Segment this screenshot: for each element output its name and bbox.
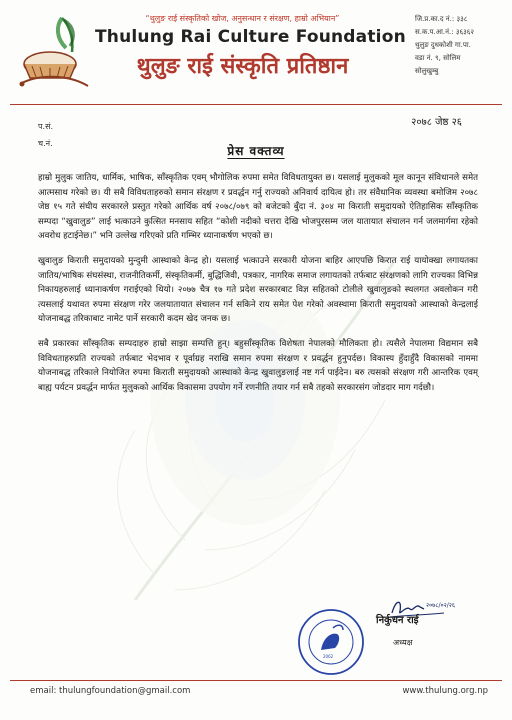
document-title: प्रेस वक्तव्य <box>227 144 285 158</box>
signature-date: २०७८/०२/२६ <box>426 602 456 609</box>
org-motto: “थुलुङ राई संस्कृतिको खोज, अनुसन्धान र संरक्षण, हाम्रो अभियान” <box>145 14 340 23</box>
foundation-logo <box>18 14 94 94</box>
registration-line: जि.प्र.का.द नं.: ३३८ <box>415 15 468 23</box>
org-name-nepali: थुलुङ राई संस्कृति प्रतिष्ठान <box>136 54 349 79</box>
header-divider <box>10 104 502 105</box>
registration-block <box>415 13 510 78</box>
signatory-name: निर्कुधन राई <box>376 615 419 626</box>
letter-body <box>38 171 478 405</box>
registration-line: सोलुखुम्बु <box>415 67 439 75</box>
body-paragraph: खुवालुङ किराती समुदायको मुन्दुमी आस्थाको केन्द्र हो। यसलाई भत्काउने सरकारी योजना बाहिर आएपछि किरात राई यायोक्खा लगायतका जातिय/भाषिक संघसंस्था, राजनीतिकर्मी, संस्कृतिकर्मी, बुद्धिजिवी, पत्रकार, नागरिक समाज लगायतको तर्फबाट संरक्षणको लागि राज्यका विभिन्न निकायहरुलाई ध्यानाकर्षण गराईएको थियो। २०७७ चैत्र १७ गते प्रदेश सरकारबाट विज्ञ सहितको टोलीले खुवालुङको स्थलगत अवलोकन गरी त्यसलाई यथावत रुपमा संरक्षण गरेर जलयातायात संचालन गर्न सकिने राय समेत पेश गरेको अवस्थामा किराती समुदायको आस्थाको केन्द्रलाई योजनाबद्ध तरिकाबाट नामेट पार्ने सरकारी कदम खेद जनक छ। <box>38 255 478 325</box>
footer-divider <box>10 680 502 681</box>
body-paragraph: सबै प्रकारका साँस्कृतिक सम्पदाहरु हाम्रो साझा सम्पत्ति हुन्। बहुसाँस्कृतिक विशेषता नेपालको मौलिकता हो। त्यसैले नेपालमा विद्यमान सबै विविधताहरुप्रति राज्यको तर्फबाट भेदभाव र पूर्वाग्रह नराखि समान रुपमा संरक्षण र प्रवर्द्धन हुनुपर्दछ। विकास्य हुँदाहुँदै विकासको नाममा योजनाबद्ध तरिकाले नियोजित रुपमा किराती समुदायको आस्थाको केन्द्र खुवालुङलाई नष्ट गर्न पाईदेन। बरु त्यसको संरक्षण गरी आन्तरिक एवम् बाह्य पर्यटन प्रवर्द्धन मार्फत मुलुकको आर्थिक विकासमा उपयोग गर्ने रणनीति तयार गर्न सबै तहको सरकारसंग जोडदार माग गर्दछौ। <box>38 338 478 393</box>
registration-line: स.क.प.आ.नं.: ३६३६२ <box>415 28 475 36</box>
dispatch-number-label: च.नं. <box>38 139 53 148</box>
org-name-english: Thulung Rai Culture Foundation <box>95 27 406 47</box>
reference-number-label: प.सं. <box>38 122 54 131</box>
footer-email: email: thulungfoundation@gmail.com <box>30 686 191 696</box>
letter-date: २०७८ जेष्ठ २६ <box>411 117 462 128</box>
footer-website: www.thulung.org.np <box>402 686 488 696</box>
organization-stamp <box>297 608 365 676</box>
registration-line: थुलुङ दुधकोशी गा.पा. <box>415 41 471 49</box>
body-paragraph: हाम्रो मुलुक जातिय, धार्मिक, भाषिक, साँस्कृतिक एवम् भौगोलिक रुपमा समेत विविधतायुक्त छ। यसलाई मुलुकको मूल कानून संविधानले समेत आत्मसाथ गरेको छ। यी सबै विविधताहरुको समान संरक्षण र प्रवर्द्धन गर्नु राज्यको अनिवार्य दायित्व हो। तर संवैधानिक व्यवस्था बमोजिम २०७८ जेष्ठ १५ गते संघीय सरकारले प्रस्तुत गरेको आर्थिक वर्ष २०७८/०७९ को बजेटको बुँदा नं. ३०४ मा किराती समुदायको ऐतिहासिक साँस्कृतिक सम्पदा “खुवालुङ” लाई भत्काउने कुत्सित मनसाय सहित “कोशी नदीको चत्तरा देखि भोजपुरसम्म जल यातायात संचालन गर्न जलमार्गमा रहेको अवरोध हटाईनेछ।” भनि उल्लेख गरिएको प्रति गम्भिर ध्यानाकर्षण भएको छ। <box>38 173 478 242</box>
signatory-title: अध्यक्ष <box>393 638 413 647</box>
svg-text:2062: 2062 <box>323 654 334 659</box>
registration-line: वडा नं. ९, सोलिम <box>415 54 461 62</box>
